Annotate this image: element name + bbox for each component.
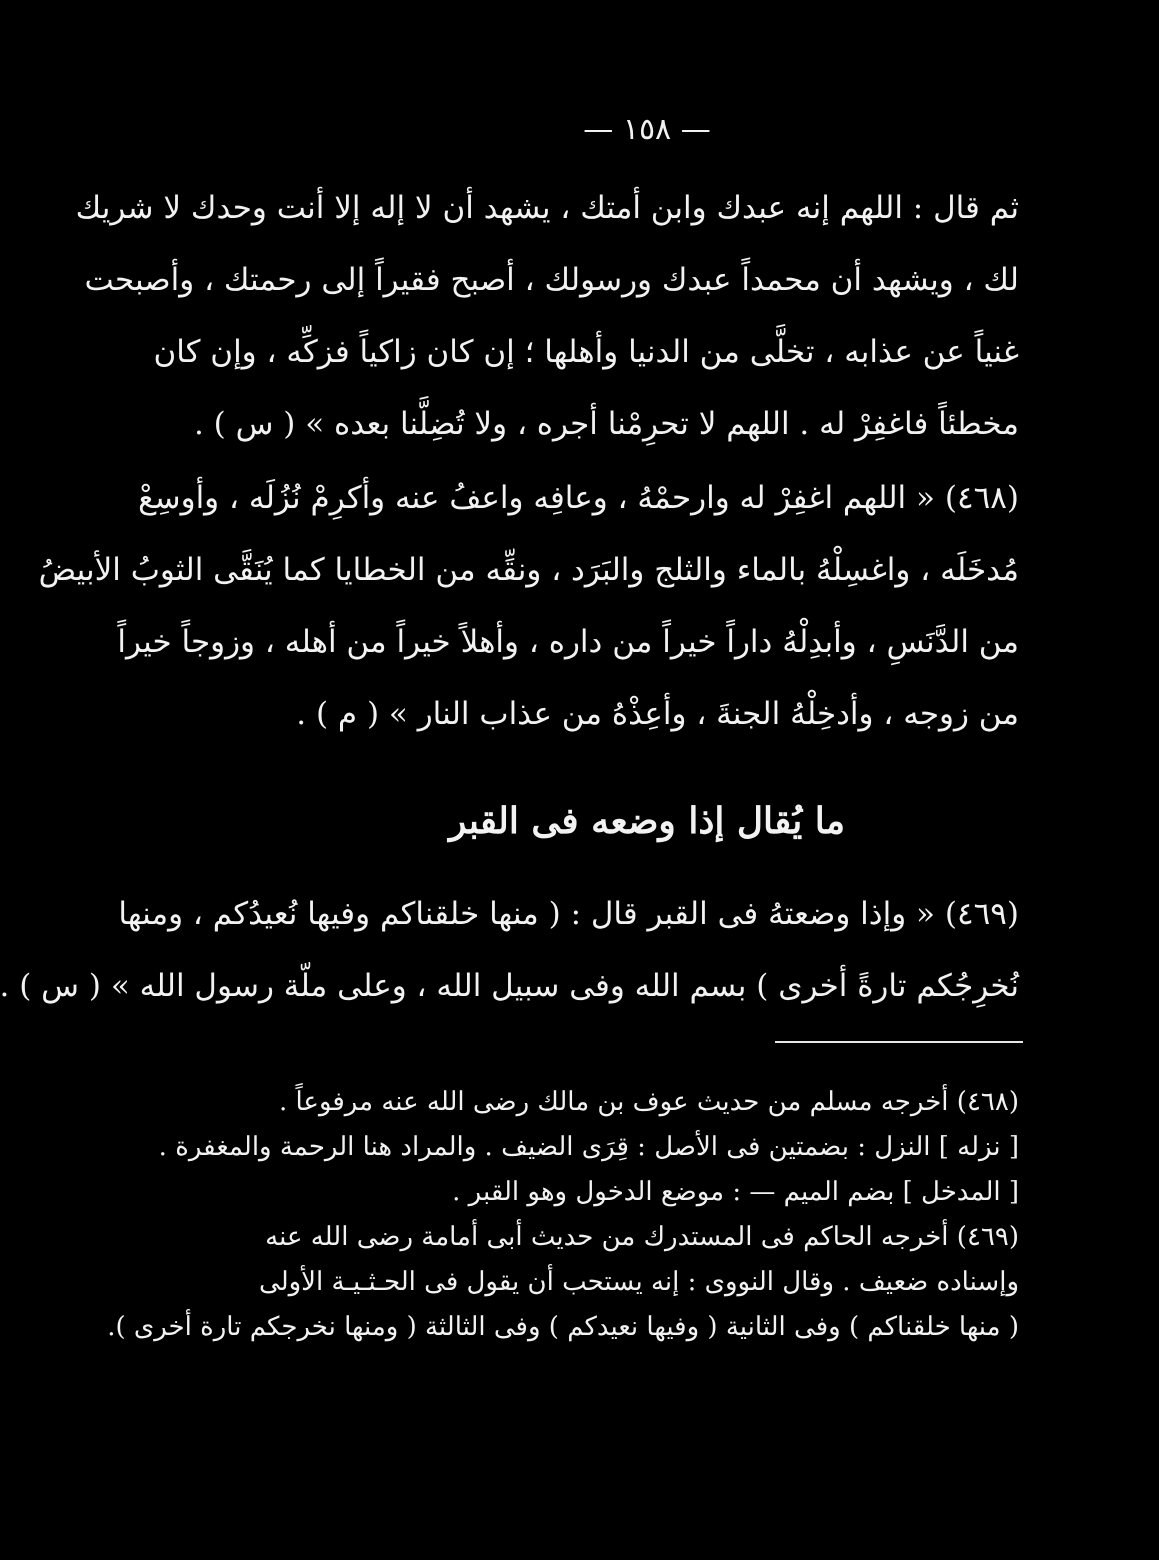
text-line: لك ، ويشهد أن محمداً عبدك ورسولك ، أصبح فقيراً إلى رحمتك ، وأصبحت [84, 262, 1019, 298]
text-line: مُدخَلَه ، واغسِلْهُ بالماء والثلج والبَرَد ، ونقِّه من الخطايا كما يُنَقَّى الثوبُ الأبيضُ [38, 552, 1019, 588]
text-line: ثم قال : اللهم إنه عبدك وابن أمتك ، يشهد أن لا إله إلا أنت وحدك لا شريك [75, 190, 1019, 226]
footnote-divider [775, 1041, 1023, 1043]
page-number: — ١٥٨ — [583, 112, 711, 147]
text-line: (٤٦٨) « اللهم اغفِرْ له وارحمْهُ ، وعافِه واعفُ عنه وأكرِمْ نُزُلَه ، وأوسِعْ [138, 480, 1019, 516]
closing-prayer-paragraph [75, 172, 1019, 460]
footnote-line: [ المدخل ] بضم الميم — : موضع الدخول وهو القبر . [452, 1177, 1019, 1207]
footnote-line: ( منها خلقناكم ) وفى الثانية ( وفيها نعيدكم ) وفى الثالثة ( ومنها نخرجكم تارة أخرى ). [107, 1312, 1019, 1342]
footnotes [107, 1080, 1019, 1350]
footnote-line: [ نزله ] النزل : بضمتين فى الأصل : قِرَى الضيف . والمراد هنا الرحمة والمغفرة . [158, 1132, 1019, 1162]
footnote-line: (٤٦٨) أخرجه مسلم من حديث عوف بن مالك رضى الله عنه مرفوعاً . [278, 1087, 1019, 1117]
footnote-line: (٤٦٩) أخرجه الحاكم فى المستدرك من حديث أبى أمامة رضى الله عنه [265, 1222, 1019, 1252]
text-line: نُخرِجُكم تارةً أخرى ) بسم الله وفى سبيل الله ، وعلى ملّة رسول الله » ( س ) . [0, 968, 1019, 1004]
hadith-469-paragraph [0, 878, 1019, 1022]
text-line: من الدَّنَسِ ، وأبدِلْهُ داراً خيراً من داره ، وأهلاً خيراً من أهله ، وزوجاً خيراً [117, 624, 1019, 660]
text-line: مخطئاً فاغفِرْ له . اللهم لا تحرِمْنا أجره ، ولا تُضِلَّنا بعده » ( س ) . [193, 406, 1019, 442]
footnote-line: وإسناده ضعيف . وقال النووى : إنه يستحب أن يقول فى الحـثـيـة الأولى [259, 1267, 1019, 1297]
text-line: غنياً عن عذابه ، تخلَّى من الدنيا وأهلها ؛ إن كان زاكياً فزكِّه ، وإن كان [153, 334, 1019, 370]
text-line: من زوجه ، وأدخِلْهُ الجنةَ ، وأعِذْهُ من عذاب النار » ( م ) . [296, 696, 1019, 732]
hadith-468-paragraph [38, 462, 1019, 750]
text-line: (٤٦٩) « وإذا وضعتهُ فى القبر قال : ( منها خلقناكم وفيها نُعيدُكم ، ومنها [118, 896, 1019, 932]
section-heading: ما يُقال إذا وضعه فى القبر [448, 800, 846, 842]
